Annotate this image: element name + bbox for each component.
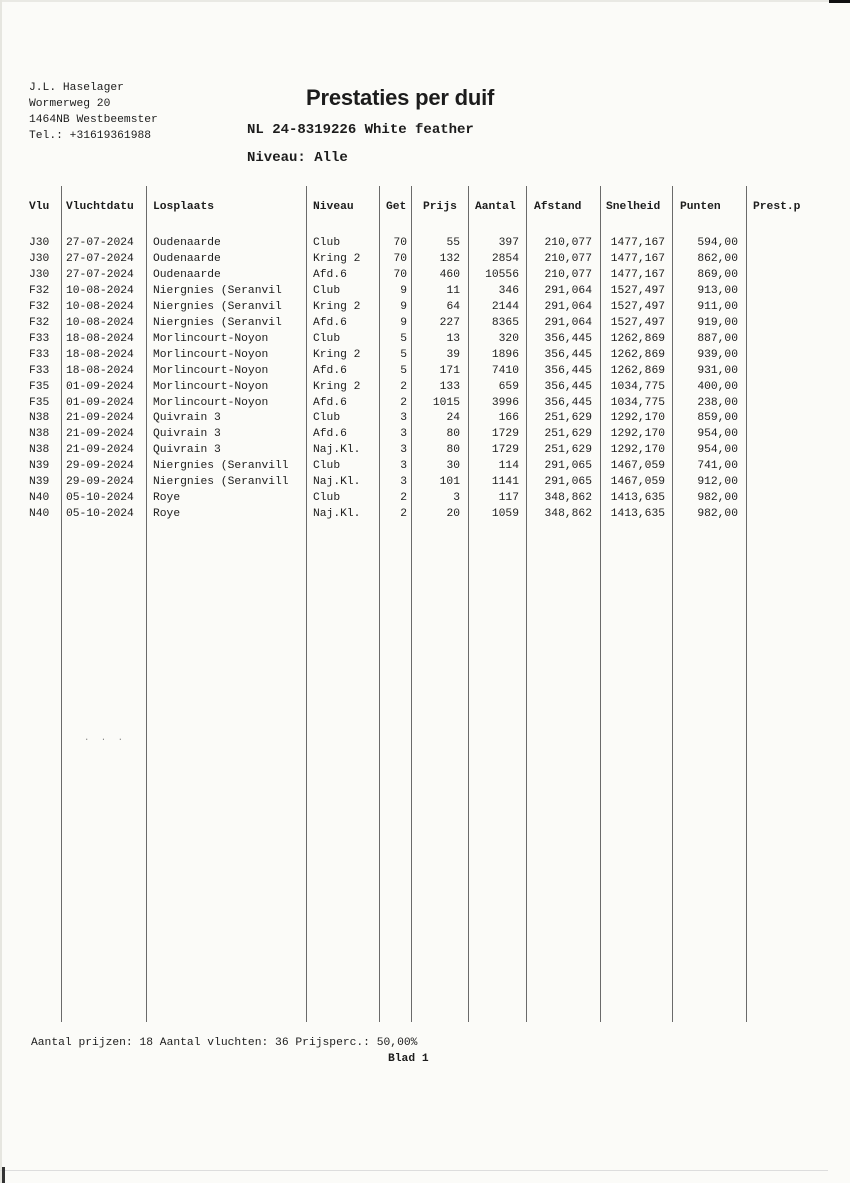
cell-count: 10556 (485, 268, 519, 281)
cell-date: 21-09-2024 (66, 444, 134, 457)
cell-date: 01-09-2024 (66, 380, 134, 393)
cell-get: 2 (400, 396, 407, 409)
cell-count: 2854 (491, 252, 519, 265)
cell-date: 29-09-2024 (66, 476, 134, 489)
cell-vlu: N38 (29, 428, 50, 441)
cell-count: 1896 (491, 348, 519, 361)
cell-prize: 39 (446, 348, 460, 361)
cell-speed: 1292,170 (610, 412, 665, 425)
scan-edge-top (0, 0, 850, 2)
cell-vlu: F33 (29, 332, 50, 345)
cell-count: 166 (498, 412, 519, 425)
cell-get: 2 (400, 380, 407, 393)
footer-stats: Aantal prijzen: 18 Aantal vluchten: 36 Prijsperc.: 50,00% (31, 1037, 418, 1049)
cell-vlu: F32 (29, 300, 50, 313)
cell-points: 954,00 (697, 444, 738, 457)
cell-count: 1059 (491, 508, 519, 521)
cell-prize: 1015 (432, 396, 460, 409)
cell-level: Club (313, 237, 341, 249)
cell-points: 911,00 (697, 300, 738, 313)
cell-speed: 1527,497 (610, 284, 665, 297)
cell-prize: 3 (453, 492, 460, 505)
cell-points: 982,00 (697, 492, 738, 505)
cell-location: Morlincourt-Noyon (153, 348, 269, 361)
cell-prize: 24 (446, 412, 460, 425)
cell-distance: 356,445 (544, 380, 592, 393)
cell-date: 18-08-2024 (66, 364, 134, 377)
cell-location: Morlincourt-Noyon (153, 396, 269, 409)
cell-count: 346 (498, 284, 519, 297)
cell-location: Niergnies (Seranvill (153, 460, 289, 473)
cell-get: 5 (400, 332, 407, 345)
cell-vlu: N38 (29, 444, 50, 457)
cell-level: Club (313, 332, 341, 345)
col-header-punten: Punten (680, 201, 721, 213)
cell-date: 18-08-2024 (66, 348, 134, 361)
col-header-afstand: Afstand (534, 201, 582, 213)
cell-prize: 80 (446, 444, 460, 457)
cell-prize: 55 (446, 237, 460, 249)
cell-vlu: F35 (29, 380, 50, 393)
cell-prize: 11 (446, 284, 460, 297)
scan-dots: . . . (84, 733, 127, 743)
cell-distance: 210,077 (544, 237, 592, 249)
cell-vlu: J30 (29, 252, 50, 265)
cell-vlu: F32 (29, 316, 50, 329)
cell-distance: 291,064 (544, 300, 592, 313)
cell-level: Afd.6 (313, 396, 347, 409)
cell-vlu: F33 (29, 364, 50, 377)
cell-speed: 1292,170 (610, 428, 665, 441)
cell-get: 9 (400, 300, 407, 313)
cell-date: 10-08-2024 (66, 316, 134, 329)
cell-get: 3 (400, 444, 407, 457)
cell-level: Afd.6 (313, 316, 347, 329)
col-header-losplaats: Losplaats (153, 201, 215, 213)
cell-points: 594,00 (697, 237, 738, 249)
cell-distance: 356,445 (544, 364, 592, 377)
cell-location: Roye (153, 508, 181, 521)
cell-speed: 1527,497 (610, 316, 665, 329)
cell-vlu: F33 (29, 348, 50, 361)
cell-speed: 1413,635 (610, 508, 665, 521)
cell-speed: 1413,635 (610, 492, 665, 505)
cell-distance: 210,077 (544, 268, 592, 281)
cell-count: 7410 (491, 364, 519, 377)
scan-edge-bottom (0, 1170, 828, 1171)
cell-distance: 291,064 (544, 284, 592, 297)
cell-location: Oudenaarde (153, 237, 221, 249)
scan-mark-top-right (829, 0, 850, 3)
level-filter: Niveau: Alle (247, 150, 348, 166)
cell-vlu: F32 (29, 284, 50, 297)
cell-prize: 171 (439, 364, 460, 377)
cell-distance: 251,629 (544, 412, 592, 425)
cell-points: 982,00 (697, 508, 738, 521)
cell-prize: 133 (439, 380, 460, 393)
cell-distance: 348,862 (544, 492, 592, 505)
cell-prize: 132 (439, 252, 460, 265)
cell-distance: 356,445 (544, 332, 592, 345)
scan-edge-left (0, 0, 2, 1183)
cell-points: 238,00 (697, 396, 738, 409)
cell-points: 869,00 (697, 268, 738, 281)
cell-location: Morlincourt-Noyon (153, 380, 269, 393)
cell-date: 29-09-2024 (66, 460, 134, 473)
sender-name: J.L. Haselager (29, 82, 124, 94)
cell-points: 913,00 (697, 284, 738, 297)
cell-date: 27-07-2024 (66, 237, 134, 249)
cell-date: 27-07-2024 (66, 268, 134, 281)
cell-location: Niergnies (Seranvil (153, 316, 282, 329)
sender-city: 1464NB Westbeemster (29, 114, 158, 126)
cell-level: Club (313, 284, 341, 297)
cell-points: 912,00 (697, 476, 738, 489)
cell-speed: 1467,059 (610, 460, 665, 473)
cell-speed: 1292,170 (610, 444, 665, 457)
cell-prize: 80 (446, 428, 460, 441)
cell-speed: 1034,775 (610, 380, 665, 393)
cell-count: 397 (498, 237, 519, 249)
cell-prize: 227 (439, 316, 460, 329)
col-header-get: Get (386, 201, 407, 213)
cell-speed: 1262,869 (610, 332, 665, 345)
page-title: Prestaties per duif (306, 85, 495, 110)
cell-level: Kring 2 (313, 380, 361, 393)
cell-get: 5 (400, 348, 407, 361)
cell-distance: 291,065 (544, 460, 592, 473)
cell-level: Club (313, 412, 341, 425)
col-header-vluchtdatum: Vluchtdatu (66, 201, 134, 213)
col-header-prijs: Prijs (423, 201, 457, 213)
col-header-aantal: Aantal (475, 201, 516, 213)
cell-level: Naj.Kl. (313, 508, 361, 521)
cell-level: Naj.Kl. (313, 444, 361, 457)
cell-level: Club (313, 492, 341, 505)
cell-get: 9 (400, 316, 407, 329)
cell-speed: 1477,167 (610, 252, 665, 265)
cell-date: 10-08-2024 (66, 284, 134, 297)
cell-level: Afd.6 (313, 364, 347, 377)
cell-speed: 1034,775 (610, 396, 665, 409)
cell-count: 2144 (491, 300, 519, 313)
cell-points: 862,00 (697, 252, 738, 265)
cell-vlu: J30 (29, 268, 50, 281)
scan-mark-bottom-left (2, 1167, 5, 1183)
cell-level: Kring 2 (313, 348, 361, 361)
cell-date: 01-09-2024 (66, 396, 134, 409)
cell-location: Quivrain 3 (153, 412, 221, 425)
cell-level: Club (313, 460, 341, 473)
cell-distance: 251,629 (544, 428, 592, 441)
cell-speed: 1262,869 (610, 364, 665, 377)
col-header-snelheid: Snelheid (606, 201, 661, 213)
column-divider (746, 186, 747, 1022)
cell-vlu: J30 (29, 237, 50, 249)
cell-distance: 291,064 (544, 316, 592, 329)
cell-date: 27-07-2024 (66, 252, 134, 265)
cell-level: Afd.6 (313, 428, 347, 441)
column-divider (61, 186, 62, 1022)
cell-get: 9 (400, 284, 407, 297)
sender-phone: Tel.: +31619361988 (29, 130, 152, 142)
cell-speed: 1262,869 (610, 348, 665, 361)
cell-distance: 356,445 (544, 348, 592, 361)
cell-get: 3 (400, 460, 407, 473)
cell-get: 3 (400, 428, 407, 441)
cell-points: 919,00 (697, 316, 738, 329)
cell-points: 939,00 (697, 348, 738, 361)
cell-distance: 210,077 (544, 252, 592, 265)
pigeon-id: NL 24-8319226 White feather (247, 122, 474, 138)
col-header-vlu: Vlu (29, 201, 50, 213)
cell-speed: 1467,059 (610, 476, 665, 489)
cell-prize: 30 (446, 460, 460, 473)
cell-points: 887,00 (697, 332, 738, 345)
cell-speed: 1477,167 (610, 268, 665, 281)
cell-level: Kring 2 (313, 300, 361, 313)
cell-location: Niergnies (Seranvill (153, 476, 289, 489)
cell-count: 320 (498, 332, 519, 345)
cell-location: Roye (153, 492, 181, 505)
cell-count: 114 (498, 460, 519, 473)
cell-points: 741,00 (697, 460, 738, 473)
cell-prize: 101 (439, 476, 460, 489)
cell-date: 21-09-2024 (66, 412, 134, 425)
cell-level: Naj.Kl. (313, 476, 361, 489)
col-header-prest: Prest.p (753, 201, 801, 213)
sender-street: Wormerweg 20 (29, 98, 111, 110)
col-header-niveau: Niveau (313, 201, 354, 213)
cell-location: Quivrain 3 (153, 428, 221, 441)
cell-distance: 348,862 (544, 508, 592, 521)
cell-date: 10-08-2024 (66, 300, 134, 313)
cell-distance: 356,445 (544, 396, 592, 409)
cell-get: 70 (393, 268, 407, 281)
cell-count: 3996 (491, 396, 519, 409)
cell-prize: 460 (439, 268, 460, 281)
cell-get: 3 (400, 412, 407, 425)
cell-prize: 13 (446, 332, 460, 345)
cell-get: 3 (400, 476, 407, 489)
cell-prize: 20 (446, 508, 460, 521)
cell-level: Afd.6 (313, 268, 347, 281)
column-divider (306, 186, 307, 1022)
cell-count: 659 (498, 380, 519, 393)
cell-vlu: N38 (29, 412, 50, 425)
cell-points: 859,00 (697, 412, 738, 425)
cell-date: 05-10-2024 (66, 492, 134, 505)
cell-get: 70 (393, 237, 407, 249)
cell-get: 70 (393, 252, 407, 265)
cell-get: 2 (400, 508, 407, 521)
cell-location: Niergnies (Seranvil (153, 300, 282, 313)
cell-get: 5 (400, 364, 407, 377)
cell-location: Niergnies (Seranvil (153, 284, 282, 297)
cell-points: 400,00 (697, 380, 738, 393)
column-divider (146, 186, 147, 1022)
cell-prize: 64 (446, 300, 460, 313)
cell-vlu: N39 (29, 476, 50, 489)
cell-vlu: F35 (29, 396, 50, 409)
cell-vlu: N39 (29, 460, 50, 473)
cell-level: Kring 2 (313, 252, 361, 265)
cell-points: 931,00 (697, 364, 738, 377)
cell-points: 954,00 (697, 428, 738, 441)
cell-speed: 1477,167 (610, 237, 665, 249)
cell-location: Oudenaarde (153, 268, 221, 281)
cell-distance: 291,065 (544, 476, 592, 489)
cell-count: 1141 (491, 476, 519, 489)
cell-location: Morlincourt-Noyon (153, 332, 269, 345)
cell-location: Quivrain 3 (153, 444, 221, 457)
cell-count: 1729 (491, 444, 519, 457)
cell-date: 18-08-2024 (66, 332, 134, 345)
cell-count: 1729 (491, 428, 519, 441)
cell-count: 117 (498, 492, 519, 505)
cell-speed: 1527,497 (610, 300, 665, 313)
cell-get: 2 (400, 492, 407, 505)
sender-address (29, 80, 158, 144)
cell-location: Morlincourt-Noyon (153, 364, 269, 377)
cell-location: Oudenaarde (153, 252, 221, 265)
cell-distance: 251,629 (544, 444, 592, 457)
cell-vlu: N40 (29, 508, 50, 521)
cell-count: 8365 (491, 316, 519, 329)
cell-vlu: N40 (29, 492, 50, 505)
page-number: Blad 1 (388, 1053, 429, 1065)
cell-date: 05-10-2024 (66, 508, 134, 521)
cell-date: 21-09-2024 (66, 428, 134, 441)
